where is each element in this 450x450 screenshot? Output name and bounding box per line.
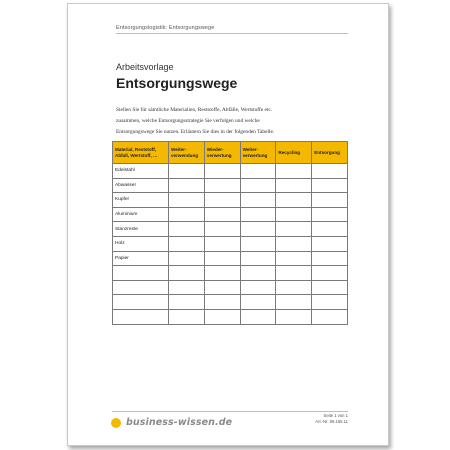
footer-divider (112, 411, 348, 412)
material-cell (113, 295, 169, 310)
table-cell (204, 193, 240, 208)
header-recycling: Recycling (276, 142, 312, 164)
intro-line: Stellen Sie für sämtliche Materialien, Reststoffe, Abfälle, Wertstoffe etc. (116, 107, 273, 113)
table-cell (312, 295, 348, 310)
table-row (113, 222, 348, 237)
document-subtitle: Arbeitsvorlage (116, 62, 174, 72)
header-material: Material, Reststoff, Abfall, Wertstoff, … (113, 142, 169, 164)
disposal-routes-table (112, 141, 348, 325)
material-cell: Kupfer (113, 193, 169, 208)
table-cell (312, 236, 348, 251)
intro-line: zusammen, welche Entsorgungsstrategie Sie verfolgen und welche (116, 118, 260, 124)
table-cell (169, 236, 205, 251)
table-cell (240, 178, 276, 193)
table-cell (312, 251, 348, 266)
business-wissen-logo (111, 417, 232, 428)
material-cell (113, 280, 169, 295)
table-cell (312, 178, 348, 193)
table-row (113, 295, 348, 310)
table-cell (169, 178, 205, 193)
document-title: Entsorgungswege (116, 75, 238, 91)
page-info (315, 413, 348, 425)
table-cell (312, 207, 348, 222)
table-cell (276, 178, 312, 193)
material-cell: Papier (113, 251, 169, 266)
header-entsorgung: Entsorgung (312, 142, 348, 164)
table-cell (169, 280, 205, 295)
table-header-row (113, 142, 348, 164)
table-cell (169, 266, 205, 281)
table-cell (240, 266, 276, 281)
material-cell: Aluminium (113, 207, 169, 222)
table-cell (204, 164, 240, 179)
logo-text: business-wissen.de (126, 417, 233, 428)
table-cell (240, 251, 276, 266)
running-header: Entsorgungslogistik: Entsorgungswege (116, 25, 215, 31)
table-cell (312, 193, 348, 208)
table-cell (169, 193, 205, 208)
table-cell (276, 266, 312, 281)
table-cell (169, 222, 205, 237)
table-cell (204, 266, 240, 281)
table-cell (169, 309, 205, 324)
material-cell (113, 266, 169, 281)
table-cell (169, 295, 205, 310)
material-cell (113, 309, 169, 324)
table-cell (276, 193, 312, 208)
table-cell (204, 236, 240, 251)
table-cell (204, 295, 240, 310)
material-cell: Abwasser (113, 178, 169, 193)
table-cell (169, 251, 205, 266)
table-cell (240, 236, 276, 251)
header-divider (116, 33, 348, 34)
table-cell (204, 207, 240, 222)
table-row (113, 164, 348, 179)
intro-paragraph (116, 105, 350, 138)
table-cell (276, 222, 312, 237)
table-cell (204, 222, 240, 237)
table-cell (276, 280, 312, 295)
table-cell (276, 309, 312, 324)
intro-line: Entsorgungswege Sie nutzen. Erläutern Sie dies in der folgenden Tabelle. (116, 129, 275, 135)
table-cell (276, 295, 312, 310)
table-cell (276, 207, 312, 222)
table-row (113, 266, 348, 281)
table-cell (312, 164, 348, 179)
table-cell (169, 207, 205, 222)
table-row (113, 193, 348, 208)
table-row (113, 280, 348, 295)
page-number: Seite 1 von 1 (323, 413, 348, 418)
table-cell (276, 164, 312, 179)
article-number: Art.-Nr. 99.165.11 (315, 419, 348, 424)
table-row (113, 309, 348, 324)
table-cell (240, 222, 276, 237)
table-cell (204, 309, 240, 324)
table-cell (240, 193, 276, 208)
table-row (113, 251, 348, 266)
table-row (113, 207, 348, 222)
table-cell (276, 251, 312, 266)
material-cell: Stanzreste (113, 222, 169, 237)
table-cell (204, 280, 240, 295)
table-cell (169, 164, 205, 179)
table-cell (204, 178, 240, 193)
header-wiederverwertung: Wieder-verwertung (204, 142, 240, 164)
table-row (113, 236, 348, 251)
table-cell (240, 309, 276, 324)
document-page (67, 3, 389, 446)
logo-dot-icon (111, 418, 121, 428)
table-cell (312, 309, 348, 324)
table-cell (240, 164, 276, 179)
table-cell (312, 222, 348, 237)
table-cell (312, 266, 348, 281)
header-weiterverwendung: Weiter-verwendung (169, 142, 205, 164)
table-cell (204, 251, 240, 266)
table-cell (240, 295, 276, 310)
material-cell: Edelstahl (113, 164, 169, 179)
material-cell: Holz (113, 236, 169, 251)
header-weiterverwertung: Weiter-verwertung (240, 142, 276, 164)
table-cell (312, 280, 348, 295)
table-body (113, 164, 348, 325)
table-cell (240, 280, 276, 295)
table-row (113, 178, 348, 193)
table-cell (276, 236, 312, 251)
table-cell (240, 207, 276, 222)
